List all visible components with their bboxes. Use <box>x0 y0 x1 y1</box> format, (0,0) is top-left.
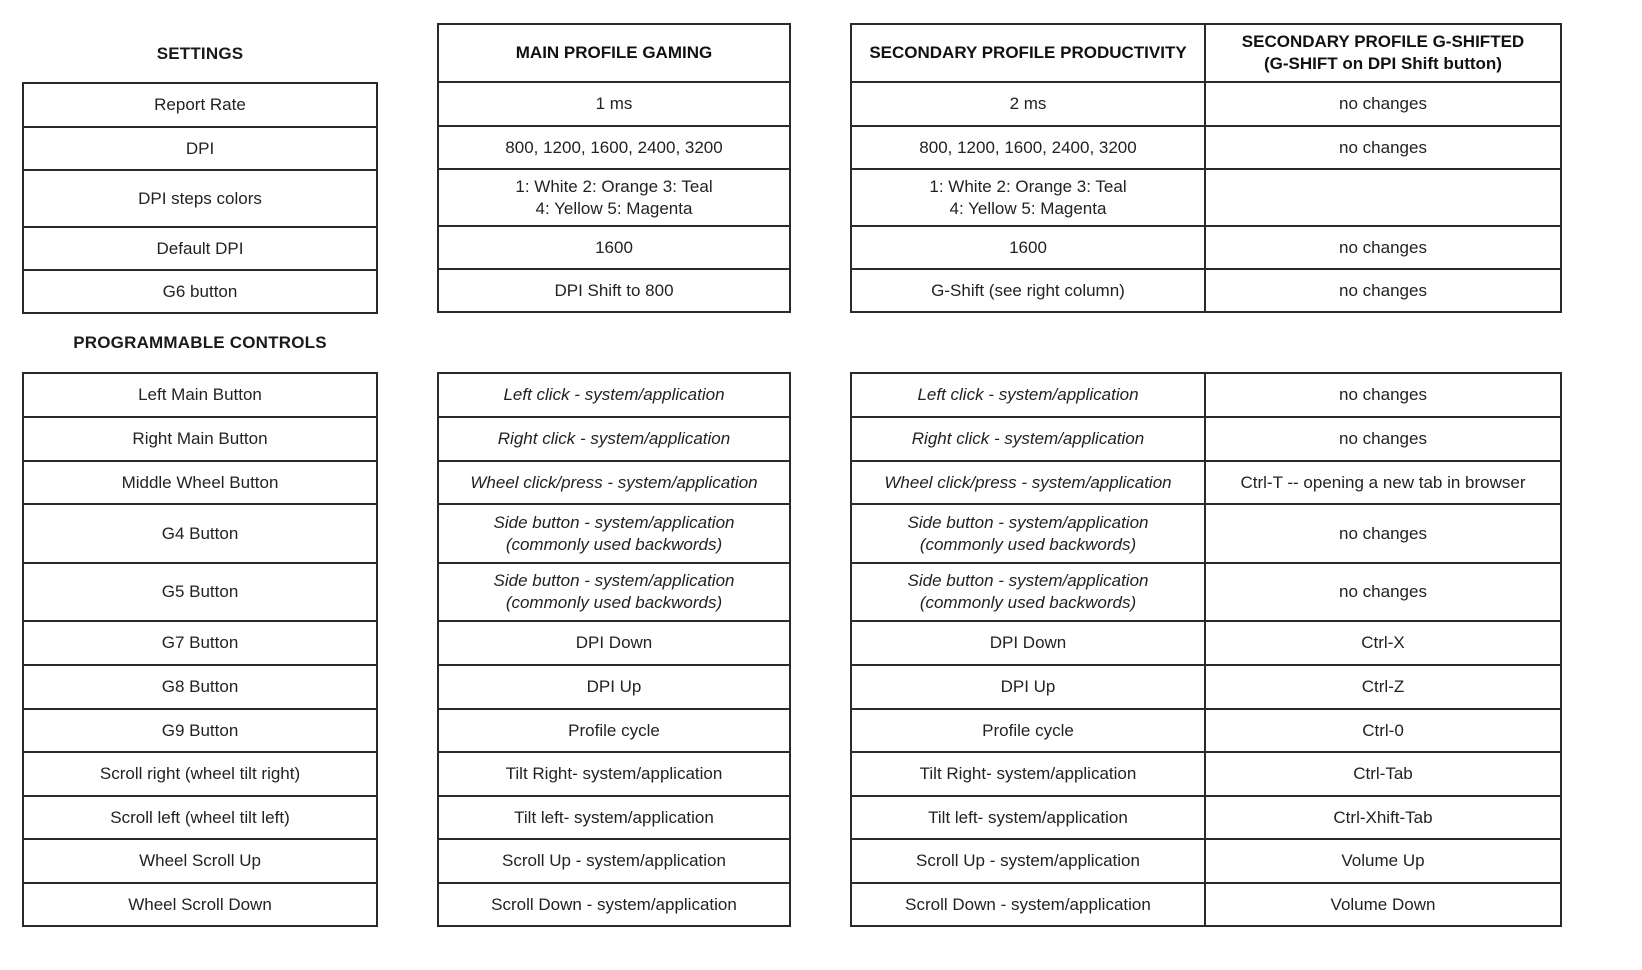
control-label: Scroll left (wheel tilt left) <box>23 796 377 839</box>
secondary-setting-value: 2 ms <box>851 82 1205 126</box>
main-control-value: DPI Down <box>438 621 790 665</box>
secondary-control-value: Scroll Up - system/application <box>851 839 1205 883</box>
main-setting-value: DPI Shift to 800 <box>438 269 790 312</box>
secondary-profile-settings-table <box>850 23 1562 313</box>
control-label: G8 Button <box>23 665 377 709</box>
value-line1: Side button - system/application <box>493 512 735 532</box>
control-label: G7 Button <box>23 621 377 665</box>
secondary-setting-value: 1600 <box>851 226 1205 269</box>
gshift-header-line2: (G-SHIFT on DPI Shift button) <box>1264 54 1502 73</box>
gshift-setting-value: no changes <box>1205 126 1561 169</box>
control-label: Wheel Scroll Down <box>23 883 377 926</box>
main-control-value: Tilt left- system/application <box>438 796 790 839</box>
control-label: Scroll right (wheel tilt right) <box>23 752 377 796</box>
secondary-setting-value <box>851 169 1205 226</box>
setting-label: Report Rate <box>23 83 377 127</box>
secondary-profile-controls-table <box>850 372 1562 927</box>
column-header-main-profile: MAIN PROFILE GAMING <box>438 24 790 82</box>
gshift-control-value: Ctrl-0 <box>1205 709 1561 752</box>
setting-label: Default DPI <box>23 227 377 270</box>
value-line2: (commonly used backwords) <box>919 593 1137 612</box>
gshift-control-value: Ctrl-Z <box>1205 665 1561 709</box>
secondary-setting-value: G-Shift (see right column) <box>851 269 1205 312</box>
dpi-colors-line2: 4: Yellow 5: Magenta <box>535 198 693 218</box>
controls-labels-table <box>22 372 378 927</box>
main-profile-controls-table <box>437 372 791 927</box>
setting-label: DPI steps colors <box>23 170 377 227</box>
control-label: Middle Wheel Button <box>23 461 377 504</box>
dpi-colors-line2: 4: Yellow 5: Magenta <box>949 198 1107 218</box>
gshift-control-value: no changes <box>1205 563 1561 621</box>
main-control-value <box>438 504 790 563</box>
secondary-setting-value: 800, 1200, 1600, 2400, 3200 <box>851 126 1205 169</box>
column-header-gshift-profile <box>1205 24 1561 82</box>
main-profile-settings-table <box>437 23 791 313</box>
gshift-setting-value: no changes <box>1205 226 1561 269</box>
secondary-control-value: Tilt left- system/application <box>851 796 1205 839</box>
main-control-value <box>438 563 790 621</box>
main-control-value: Right click - system/application <box>438 417 790 461</box>
setting-label: DPI <box>23 127 377 170</box>
control-label: Left Main Button <box>23 373 377 417</box>
control-label: Wheel Scroll Up <box>23 839 377 883</box>
gshift-control-value: no changes <box>1205 504 1561 563</box>
main-control-value: Scroll Up - system/application <box>438 839 790 883</box>
gshift-control-value: no changes <box>1205 373 1561 417</box>
value-line2: (commonly used backwords) <box>505 534 723 554</box>
secondary-control-value: Left click - system/application <box>851 373 1205 417</box>
gshift-control-value: Ctrl-Tab <box>1205 752 1561 796</box>
main-setting-value: 1600 <box>438 226 790 269</box>
main-setting-value <box>438 169 790 226</box>
gshift-setting-value <box>1205 169 1561 226</box>
main-control-value: Scroll Down - system/application <box>438 883 790 926</box>
programmable-controls-heading: PROGRAMMABLE CONTROLS <box>73 333 327 352</box>
gshift-header-line1: SECONDARY PROFILE G-SHIFTED <box>1241 32 1525 51</box>
setting-label: G6 button <box>23 270 377 313</box>
settings-heading: SETTINGS <box>156 44 244 63</box>
value-line2: (commonly used backwords) <box>919 534 1137 554</box>
secondary-control-value: DPI Up <box>851 665 1205 709</box>
gshift-control-value: Ctrl-T -- opening a new tab in browser <box>1205 461 1561 504</box>
main-control-value: Wheel click/press - system/application <box>438 461 790 504</box>
value-line1: Side button - system/application <box>907 571 1149 590</box>
value-line2: (commonly used backwords) <box>505 593 723 612</box>
gshift-control-value: Ctrl-Xhift-Tab <box>1205 796 1561 839</box>
secondary-control-value: Right click - system/application <box>851 417 1205 461</box>
control-label: G9 Button <box>23 709 377 752</box>
secondary-control-value: DPI Down <box>851 621 1205 665</box>
main-control-value: Profile cycle <box>438 709 790 752</box>
settings-labels-table <box>22 82 378 314</box>
gshift-control-value: Ctrl-X <box>1205 621 1561 665</box>
main-setting-value: 1 ms <box>438 82 790 126</box>
main-setting-value: 800, 1200, 1600, 2400, 3200 <box>438 126 790 169</box>
gshift-control-value: Volume Down <box>1205 883 1561 926</box>
secondary-control-value <box>851 563 1205 621</box>
value-line1: Side button - system/application <box>493 571 735 590</box>
gshift-control-value: no changes <box>1205 417 1561 461</box>
main-control-value: DPI Up <box>438 665 790 709</box>
secondary-control-value: Tilt Right- system/application <box>851 752 1205 796</box>
main-control-value: Left click - system/application <box>438 373 790 417</box>
secondary-control-value: Wheel click/press - system/application <box>851 461 1205 504</box>
main-control-value: Tilt Right- system/application <box>438 752 790 796</box>
gshift-setting-value: no changes <box>1205 269 1561 312</box>
value-line1: Side button - system/application <box>907 512 1149 532</box>
gshift-setting-value: no changes <box>1205 82 1561 126</box>
secondary-control-value: Profile cycle <box>851 709 1205 752</box>
dpi-colors-line1: 1: White 2: Orange 3: Teal <box>515 176 713 196</box>
control-label: Right Main Button <box>23 417 377 461</box>
control-label: G5 Button <box>23 563 377 621</box>
dpi-colors-line1: 1: White 2: Orange 3: Teal <box>929 176 1127 196</box>
secondary-control-value <box>851 504 1205 563</box>
gshift-control-value: Volume Up <box>1205 839 1561 883</box>
column-header-secondary-profile: SECONDARY PROFILE PRODUCTIVITY <box>851 24 1205 82</box>
secondary-control-value: Scroll Down - system/application <box>851 883 1205 926</box>
control-label: G4 Button <box>23 504 377 563</box>
